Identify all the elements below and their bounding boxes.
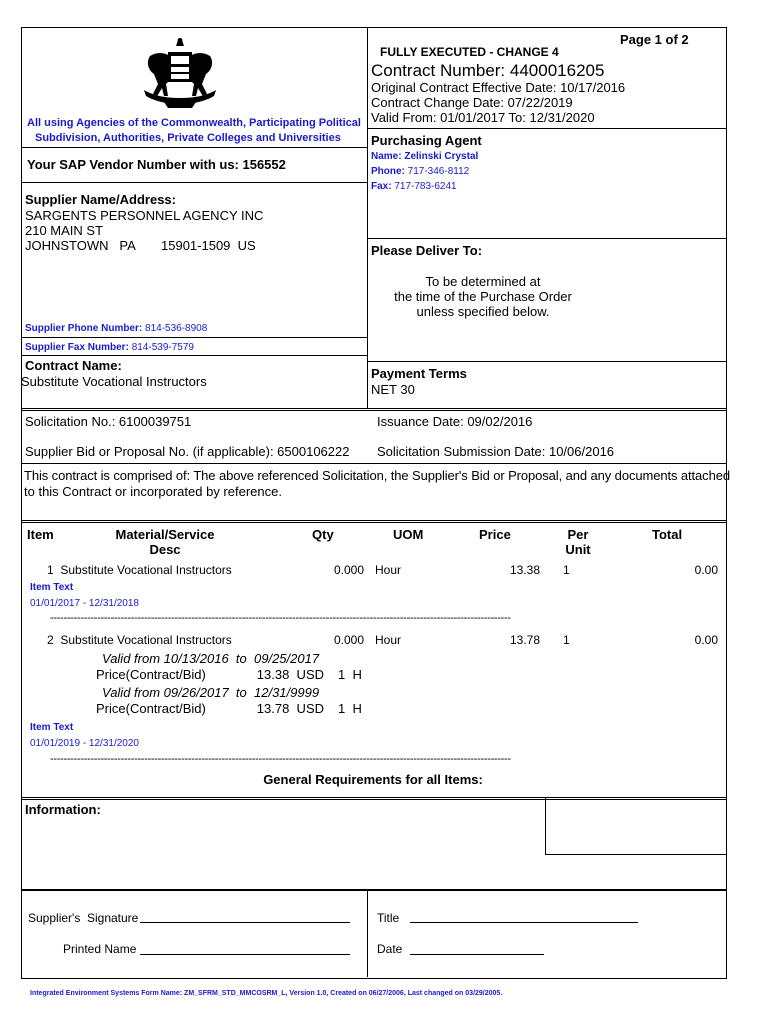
condition-price-value-1: 13.38 USD bbox=[256, 667, 324, 682]
item-2-price: 13.78 bbox=[509, 633, 540, 647]
printed-name-label: Printed Name bbox=[63, 942, 137, 956]
submission-date: Solicitation Submission Date: 10/06/2016 bbox=[377, 444, 615, 459]
supplier-label: Supplier Name/Address: bbox=[25, 192, 176, 207]
item-1-per: 1 bbox=[563, 563, 570, 577]
date-line[interactable] bbox=[410, 954, 544, 955]
supplier-phone-label: Supplier Phone Number: bbox=[25, 323, 143, 334]
deliver-line-2: the time of the Purchase Order bbox=[394, 289, 572, 304]
agencies-line-1: All using Agencies of the Commonwealth, Participating Political bbox=[27, 117, 361, 129]
supplier-name: SARGENTS PERSONNEL AGENCY INC bbox=[25, 208, 264, 223]
commonwealth-seal-icon bbox=[140, 36, 220, 112]
col-qty: Qty bbox=[312, 527, 334, 542]
agent-phone-value: 717-346-8112 bbox=[407, 166, 470, 177]
contract-change-date: Contract Change Date: 07/22/2019 bbox=[371, 95, 573, 110]
rule bbox=[545, 854, 726, 855]
supplier-fax-value: 814-539-7579 bbox=[131, 342, 194, 353]
item-1-price: 13.38 bbox=[509, 563, 540, 577]
information-frame bbox=[21, 797, 727, 891]
item-2-total: 0.00 bbox=[694, 633, 718, 647]
contract-status: FULLY EXECUTED - CHANGE 4 bbox=[380, 45, 559, 59]
payment-terms-value: NET 30 bbox=[371, 382, 415, 397]
rule bbox=[367, 361, 726, 362]
item-separator-1: ----------------------------------------------------------------------------------------------------------------------------------------- bbox=[50, 612, 511, 624]
condition-valid-2: Valid from 09/26/2017 to 12/31/9999 bbox=[102, 685, 320, 700]
item-1-text-label: Item Text bbox=[30, 582, 74, 593]
agent-fax bbox=[371, 181, 457, 192]
supplier-phone-value: 814-536-8908 bbox=[145, 323, 208, 334]
condition-valid-1: Valid from 10/13/2016 to 09/25/2017 bbox=[102, 651, 320, 666]
rule bbox=[21, 355, 368, 356]
deliver-line-1: To be determined at bbox=[425, 274, 541, 289]
solicitation-no: Solicitation No.: 6100039751 bbox=[25, 414, 192, 429]
agent-name bbox=[371, 151, 478, 162]
agent-name-value: Zelinski Crystal bbox=[404, 151, 479, 162]
signature-divider bbox=[367, 889, 368, 977]
item-1-total: 0.00 bbox=[694, 563, 718, 577]
col-total: Total bbox=[652, 527, 683, 542]
title-line[interactable] bbox=[410, 922, 638, 923]
contract-name-label: Contract Name: bbox=[25, 358, 122, 373]
issuance-date: Issuance Date: 09/02/2016 bbox=[377, 414, 533, 429]
rule bbox=[21, 337, 368, 338]
col-per-2: Unit bbox=[565, 542, 591, 557]
information-label: Information: bbox=[25, 802, 101, 817]
item-separator-2: ----------------------------------------------------------------------------------------------------------------------------------------- bbox=[50, 753, 511, 765]
supplier-street: 210 MAIN ST bbox=[25, 223, 104, 238]
condition-price-label-2: Price(Contract/Bid) bbox=[96, 701, 206, 716]
agent-name-label: Name: bbox=[371, 151, 402, 162]
title-label: Title bbox=[377, 911, 400, 925]
item-1-qty: 0.000 bbox=[333, 563, 364, 577]
condition-price-label-1: Price(Contract/Bid) bbox=[96, 667, 206, 682]
col-item: Item bbox=[27, 527, 54, 542]
agent-fax-label: Fax: bbox=[371, 181, 392, 192]
rule bbox=[21, 463, 726, 464]
original-effective-date: Original Contract Effective Date: 10/17/2016 bbox=[371, 80, 626, 95]
valid-dates: Valid From: 01/01/2017 To: 12/31/2020 bbox=[371, 110, 595, 125]
col-desc-2: Desc bbox=[149, 542, 181, 557]
form-footer: Integrated Environment Systems Form Name: ZM_SFRM_STD_MMCOSRM_L, Version 1.0, Created on 06/27/2006, Last changed on 03/29/2005. bbox=[30, 990, 503, 997]
item-1-line: 1 Substitute Vocational Instructors bbox=[47, 563, 232, 577]
supplier-fax bbox=[25, 342, 194, 353]
printed-name-line[interactable] bbox=[140, 954, 350, 955]
rule bbox=[367, 238, 726, 239]
item-2-qty: 0.000 bbox=[333, 633, 364, 647]
condition-price-unit-1: 1 H bbox=[338, 667, 362, 682]
rule bbox=[21, 182, 368, 183]
supplier-signature-line[interactable] bbox=[140, 922, 350, 923]
supplier-phone bbox=[25, 323, 207, 334]
item-2-text: 01/01/2019 - 12/31/2020 bbox=[30, 738, 139, 749]
supplier-bid-no: Supplier Bid or Proposal No. (if applicable): 6500106222 bbox=[25, 444, 350, 459]
signature-frame bbox=[21, 889, 727, 979]
agent-fax-value: 717-783-6241 bbox=[394, 181, 457, 192]
date-label: Date bbox=[377, 942, 403, 956]
supplier-city: JOHNSTOWN PA bbox=[25, 238, 136, 253]
item-2-text-label: Item Text bbox=[30, 722, 74, 733]
condition-price-unit-2: 1 H bbox=[338, 701, 362, 716]
item-1-uom: Hour bbox=[375, 563, 402, 577]
col-desc-1: Material/Service bbox=[115, 527, 215, 542]
condition-price-value-2: 13.78 USD bbox=[256, 701, 324, 716]
col-price: Price bbox=[479, 527, 511, 542]
supplier-signature-label: Supplier's Signature bbox=[28, 911, 139, 925]
page-number: Page 1 of 2 bbox=[620, 32, 689, 47]
sap-vendor-number: Your SAP Vendor Number with us: 156552 bbox=[27, 157, 286, 172]
payment-terms-label: Payment Terms bbox=[371, 366, 467, 381]
deliver-line-3: unless specified below. bbox=[416, 304, 550, 319]
purchasing-agent-title: Purchasing Agent bbox=[371, 133, 482, 148]
rule bbox=[21, 147, 368, 148]
comprised-line-2: to this Contract or incorporated by reference. bbox=[24, 484, 282, 499]
supplier-fax-label: Supplier Fax Number: bbox=[25, 342, 129, 353]
supplier-zip: 15901-1509 US bbox=[161, 238, 256, 253]
deliver-title: Please Deliver To: bbox=[371, 243, 483, 258]
comprised-line-1: This contract is comprised of: The above referenced Solicitation, the Supplier's Bid or Proposal, and any documents attached bbox=[24, 468, 730, 483]
col-per-1: Per bbox=[567, 527, 589, 542]
general-requirements: General Requirements for all Items: bbox=[263, 772, 483, 787]
agent-phone bbox=[371, 166, 469, 177]
item-2-line: 2 Substitute Vocational Instructors bbox=[47, 633, 232, 647]
agent-phone-label: Phone: bbox=[371, 166, 405, 177]
item-1-text: 01/01/2017 - 12/31/2018 bbox=[30, 598, 139, 609]
header-divider bbox=[367, 27, 368, 409]
col-uom: UOM bbox=[393, 527, 424, 542]
rule bbox=[367, 128, 726, 129]
contract-number: Contract Number: 4400016205 bbox=[371, 61, 605, 80]
item-2-uom: Hour bbox=[375, 633, 402, 647]
agencies-line-2: Subdivision, Authorities, Private Colleges and Universities bbox=[35, 132, 341, 144]
contract-name-value: Substitute Vocational Instructors bbox=[21, 374, 207, 389]
item-2-per: 1 bbox=[563, 633, 570, 647]
info-divider bbox=[545, 797, 546, 854]
